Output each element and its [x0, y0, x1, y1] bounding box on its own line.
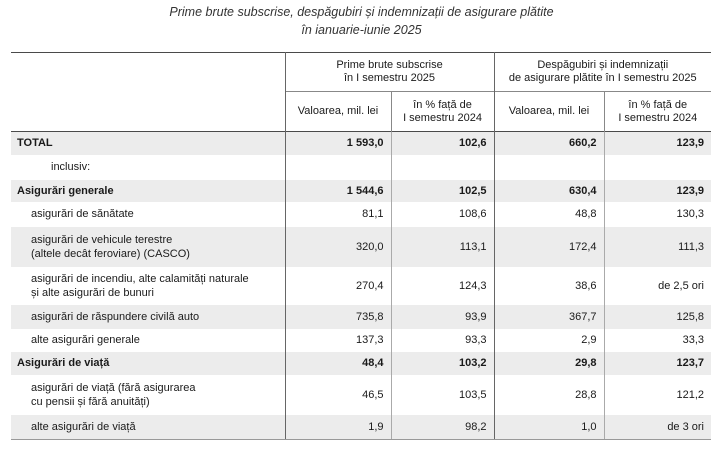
premiums-pct: 102,6	[391, 132, 494, 155]
premiums-value: 320,0	[285, 227, 391, 267]
header-premiums-pct	[391, 92, 494, 132]
header-group-claims	[494, 53, 711, 92]
claims-pct: 33,3	[604, 329, 711, 352]
premiums-pct: 124,3	[391, 267, 494, 305]
claims-value: 38,6	[494, 267, 604, 305]
header-claims-pct-line-1: în % față de	[628, 98, 688, 111]
table-caption-line-2: în ianuarie-iunie 2025	[301, 23, 422, 37]
claims-pct: 123,7	[604, 352, 711, 375]
claims-pct: 121,2	[604, 375, 711, 415]
table-row-life-no-pension	[11, 375, 711, 415]
header-claims-pct-line-2: I semestru 2024	[618, 111, 698, 124]
premiums-value: 46,5	[285, 375, 391, 415]
row-label: inclusiv:	[51, 161, 91, 173]
premiums-value: 1 593,0	[285, 132, 391, 155]
row-label: alte asigurări generale	[31, 334, 140, 346]
claims-pct: 123,9	[604, 132, 711, 155]
row-label: Asigurări de viață	[11, 352, 285, 375]
claims-pct: de 2,5 ori	[604, 267, 711, 305]
premiums-pct	[391, 155, 494, 180]
table-row-inclusiv	[11, 155, 711, 180]
table-row-general-insurance	[11, 180, 711, 202]
premiums-value: 270,4	[285, 267, 391, 305]
table-row-other-life	[11, 415, 711, 440]
header-corner	[11, 53, 285, 132]
premiums-pct: 113,1	[391, 227, 494, 267]
table-row-health	[11, 202, 711, 227]
table-row-casco	[11, 227, 711, 267]
claims-value: 630,4	[494, 180, 604, 202]
row-label-line-1: asigurări de vehicule terestre	[31, 233, 173, 246]
header-premiums-value: Valoarea, mil. lei	[285, 92, 391, 132]
claims-pct: 125,8	[604, 305, 711, 329]
premiums-pct: 108,6	[391, 202, 494, 227]
row-label	[11, 267, 285, 305]
row-label-line-2: cu pensii și fără anuități)	[31, 395, 150, 408]
claims-pct: 130,3	[604, 202, 711, 227]
claims-pct: 123,9	[604, 180, 711, 202]
table-body	[11, 132, 711, 440]
premiums-pct: 93,9	[391, 305, 494, 329]
claims-pct: 111,3	[604, 227, 711, 267]
header-group-claims-line-2: de asigurare plătite în I semestru 2025	[508, 72, 697, 84]
row-label-line-1: asigurări de incendiu, alte calamități naturale	[31, 272, 249, 285]
claims-value	[494, 155, 604, 180]
table-row-other-general	[11, 329, 711, 352]
header-claims-pct	[604, 92, 711, 132]
premiums-value: 1,9	[285, 415, 391, 440]
premiums-value: 1 544,6	[285, 180, 391, 202]
header-group-claims-line-1: Despăgubiri și indemnizații	[537, 59, 669, 71]
claims-value: 367,7	[494, 305, 604, 329]
premiums-value: 137,3	[285, 329, 391, 352]
claims-value: 660,2	[494, 132, 604, 155]
premiums-pct: 103,5	[391, 375, 494, 415]
table-header	[11, 53, 711, 132]
table-row-life-insurance	[11, 352, 711, 375]
claims-pct: de 3 ori	[604, 415, 711, 440]
row-label: TOTAL	[11, 132, 285, 155]
row-label	[11, 227, 285, 267]
row-label: asigurări de răspundere civilă auto	[11, 305, 285, 329]
premiums-value: 48,4	[285, 352, 391, 375]
header-premiums-pct-line-1: în % față de	[413, 98, 472, 111]
claims-value: 2,9	[494, 329, 604, 352]
table-row-total	[11, 132, 711, 155]
premiums-value: 735,8	[285, 305, 391, 329]
table-row-property	[11, 267, 711, 305]
header-claims-value: Valoarea, mil. lei	[494, 92, 604, 132]
table-caption-line-1: Prime brute subscrise, despăgubiri și indemnizații de asigurare plătite	[169, 5, 554, 19]
claims-value: 48,8	[494, 202, 604, 227]
table-row-mtpl	[11, 305, 711, 329]
claims-value: 29,8	[494, 352, 604, 375]
row-label-line-2: (altele decât feroviare) (CASCO)	[31, 247, 190, 260]
row-label-line-1: asigurări de viață (fără asigurarea	[31, 381, 196, 394]
premiums-pct: 103,2	[391, 352, 494, 375]
claims-pct	[604, 155, 711, 180]
premiums-value: 81,1	[285, 202, 391, 227]
claims-value: 1,0	[494, 415, 604, 440]
row-label: alte asigurări de viață	[11, 415, 285, 440]
claims-value: 28,8	[494, 375, 604, 415]
header-premiums-pct-line-2: I semestru 2024	[403, 111, 482, 124]
row-label-line-2: și alte asigurări de bunuri	[31, 286, 154, 299]
row-label	[11, 375, 285, 415]
premiums-pct: 102,5	[391, 180, 494, 202]
row-label: Asigurări generale	[11, 180, 285, 202]
premiums-value	[285, 155, 391, 180]
insurance-table	[11, 52, 711, 440]
header-group-premiums-line-2: în I semestru 2025	[343, 72, 436, 84]
header-group-premiums	[285, 53, 494, 92]
claims-value: 172,4	[494, 227, 604, 267]
premiums-pct: 98,2	[391, 415, 494, 440]
row-label: asigurări de sănătate	[31, 208, 134, 220]
premiums-pct: 93,3	[391, 329, 494, 352]
header-group-premiums-line-1: Prime brute subscrise	[336, 59, 443, 71]
